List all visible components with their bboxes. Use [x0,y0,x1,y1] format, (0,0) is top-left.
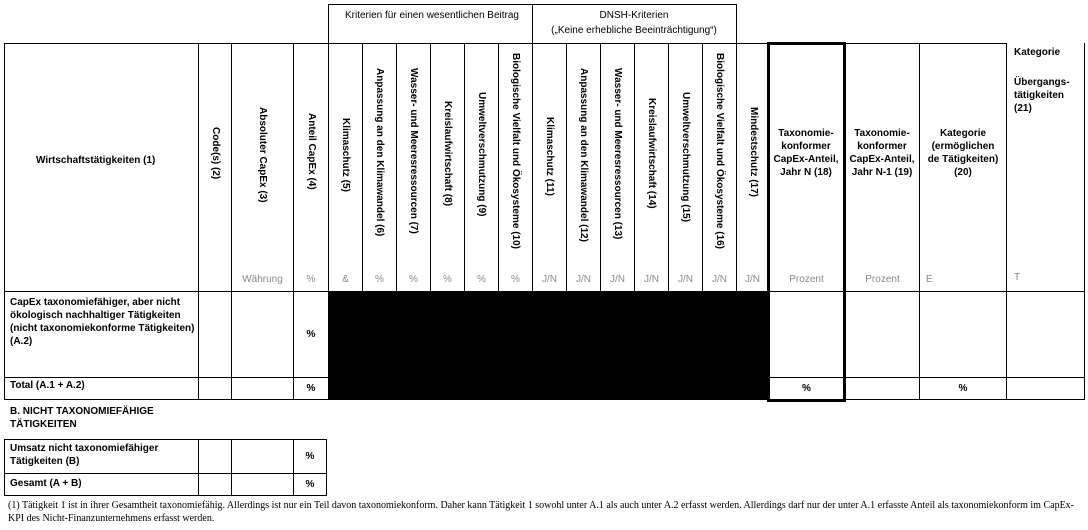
unit-sub-5: % [477,274,486,285]
header-dnsh-biodiversity: Biologische Vielfalt und Ökosysteme (16) [714,53,725,249]
col-line-3 [293,43,294,400]
col-line-11 [566,43,567,292]
unit-aligned-n: Prozent [789,274,824,285]
unit-category-enabling: E [926,274,933,285]
unit-dnsh-5: J/N [678,274,693,285]
col-line-14 [668,43,669,292]
col-line-12 [600,43,601,292]
b-col-line-4 [326,439,327,496]
unit-dnsh-3: J/N [610,274,625,285]
b-table-bottom-border [4,495,326,496]
not-applicable-shaded-area [328,292,769,400]
col-line-9 [498,43,499,292]
header-dnsh-pollution: Umweltverschmutzung (15) [680,92,691,223]
header-aligned-n1: Taxonomie-konformer CapEx-Anteil, Jahr N-1 (19) [849,128,915,178]
unit-sub-3: % [409,274,418,285]
b-col-line-2 [231,439,232,496]
unit-dnsh-4: J/N [644,274,659,285]
col-line-5 [362,43,363,292]
group-header-right-border [736,4,737,44]
b-table-top-border [4,439,326,440]
unit-aligned-n1: Prozent [865,274,900,285]
unit-dnsh-6: J/N [712,274,727,285]
row-grand-total-share: % [305,479,315,490]
unit-sub-1: & [342,274,349,285]
col-line-19 [919,43,920,400]
unit-sub-4: % [443,274,452,285]
row-b-share: % [305,451,315,462]
unit-abs-capex: Währung [242,274,283,285]
header-category-enabling: Kategorie (ermöglichen de Tätigkeiten) (20) [927,128,999,178]
col18-box-right [843,42,846,402]
header-share-capex: Anteil CapEx (4) [306,113,317,190]
footnote: (1) Tätigkeit 1 ist in ihrer Gesamtheit taxonomiefähig. Allerdings ist nur ein Teil davon taxonomiekonform. Daher kann Tätigkeit 1 sowohl unter A.1 als auch unter A.2 erfasst werden. Allerdings darf nur der unter A.1 erfasste Anteil als taxonomiekonform im CapEx-KPI des Nicht-Finanzunternehmens erfasst werden. [8,500,1075,524]
row-total-label: Total (A.1 + A.2) [10,380,85,391]
row-b-label: Umsatz nicht taxonomiefähiger Tätigkeiten (B) [10,443,159,467]
col-line-8 [464,43,465,292]
unit-category-transitional: T [1014,272,1021,283]
unit-sub-6: % [511,274,520,285]
header-sub-climate-adaptation: Anpassung an den Klimawandel (6) [374,68,385,237]
header-sub-biodiversity: Biologische Vielfalt und Ökosysteme (10) [510,53,521,249]
col-line-6 [396,43,397,292]
unit-dnsh-1: J/N [542,274,557,285]
header-aligned-n: Taxonomie-konformer CapEx-Anteil, Jahr N (18) [773,128,839,178]
row-total-share: % [306,383,316,394]
header-dnsh-climate-adaptation: Anpassung an den Klimawandel (12) [578,68,589,242]
col18-box-top [767,42,846,45]
col-line-21 [1084,43,1085,400]
header-min-safeguards: Mindestschutz (17) [748,107,759,198]
col-line-13 [634,43,635,292]
group-header-left-border [328,4,329,44]
b-col-line-0 [4,439,5,496]
col-line-0 [4,43,5,400]
table-top-border-left [4,43,328,44]
col-line-16 [736,43,737,292]
header-dnsh-climate-mitigation: Klimaschutz (11) [544,117,555,196]
b-col-line-1 [198,439,199,496]
dnsh-header-line1: DNSH-Kriterien [599,10,669,21]
col-line-1 [198,43,199,400]
header-sub-water: Wasser- und Meeresressourcen (7) [408,68,419,234]
row-total-aligned-n: % [802,383,811,394]
row-a2-label: CapEx taxonomiefähiger, aber nicht ökologisch nachhaltiger Tätigkeiten (nicht taxonomiekonforme Tätigkeiten) (A.2) [10,297,195,347]
section-b-heading: B. NICHT TAXONOMIEFÄHIGE TÄTIGKEITEN [10,406,154,430]
header-dnsh-circular: Kreislaufwirtschaft (14) [646,98,657,209]
b-row-bottom-border [4,473,326,474]
col-line-7 [430,43,431,292]
col-line-15 [702,43,703,292]
unit-min-safeguards: J/N [745,274,760,285]
col18-box-bottom [767,399,846,402]
unit-dnsh-2: J/N [576,274,591,285]
substantial-contribution-header: Kriterien für einen wesentlichen Beitrag [345,10,519,21]
dnsh-header-line2: („Keine erhebliche Beeinträchtigung“) [551,25,717,36]
col-line-10 [532,43,533,292]
header-sub-pollution: Umweltverschmutzung (9) [476,92,487,217]
header-dnsh-water: Wasser- und Meeresressourcen (13) [612,68,623,240]
col-line-2 [231,43,232,400]
row-total-category: % [958,383,968,394]
header-category-transitional-1: Kategorie [1014,47,1061,58]
unit-sub-2: % [375,274,384,285]
header-sub-circular: Kreislaufwirtschaft (8) [442,101,453,207]
header-sub-climate-mitigation: Klimaschutz (5) [340,118,351,192]
header-category-transitional-2: Übergangs-tätigkeiten (21) [1014,77,1070,114]
unit-share-capex: % [306,274,316,285]
row-a2-share: % [306,329,316,340]
header-abs-capex: Absoluter CapEx (3) [257,107,268,203]
col-line-20 [1006,43,1007,400]
header-activities: Wirtschaftstätigkeiten (1) [36,155,156,166]
row-grand-total-label: Gesamt (A + B) [10,478,82,489]
header-codes: Code(s) (2) [210,127,221,180]
